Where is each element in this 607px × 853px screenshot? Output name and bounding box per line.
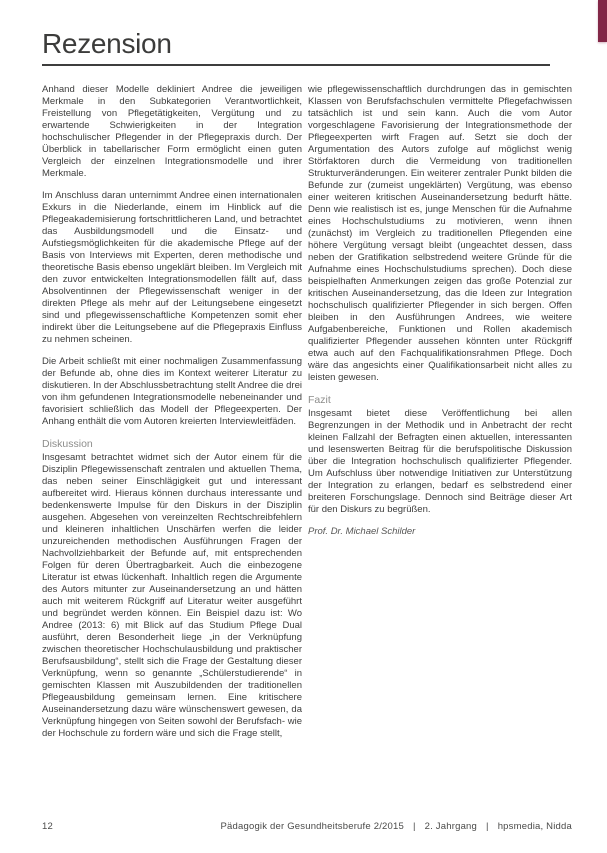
page-number: 12 xyxy=(42,821,53,832)
footer-separator: | xyxy=(412,821,416,832)
journal-title: Pädagogik der Gesundheitsberufe 2/2015 xyxy=(220,821,404,832)
page-title: Rezension xyxy=(42,28,172,59)
footer-separator: | xyxy=(486,821,489,832)
paragraph: Insgesamt betrachtet widmet sich der Autor einem für die Disziplin Pflegewissenschaft zentralen und aktuellen Thema, das neben seiner Einschlägigkeit gut und interessant aufbereitet wird. Hieraus können durchaus interessante und bedenkenswerte Impulse für den Diskurs in der Disziplin ausgehen. Abgesehen von vereinzelten Rechtschreibfehlern und kleineren inhaltlichen Unschärfen werfen die leider unzureichenden methodischen Ausführungen Fragen der Nachvollziehbarkeit der Befunde auf, mit entsprechenden Folgen für deren Übertragbarkeit. Auch die einbezogene Literatur ist etwas lückenhaft. Inhaltlich regen die Argumente des Autors mitunter zur Auseinandersetzung an und hätten auch mit weiterem Rückgriff auf Literatur weiter ausgeführt und begründet werden können. Ein Beispiel dazu ist: Wo Andree (2013: 6) mit Blick auf das Studium Pflege Dual ausführt, deren Besonderheit liege „in der Verknüpfung zwischen theoretischer Hochschulausbildung und praktischer Berufsausbildung“, stellt sich die Frage der Gestaltung dieser Verknüpfung, wenn so genannte „Schülerstudierende“ in gemischten Klassen mit Auszubildenden der traditionellen Pflegeausbildung gemeinsam lernen. Eine kritischere Auseinandersetzung dazu wäre wünschenswert gewesen, da Verknüpfung hingegen von Seiten sowohl der Berufsfach- wie der Hochschule zu fordern wäre und sich die Frage stellt, xyxy=(42,452,302,739)
paragraph: Im Anschluss daran unternimmt Andree einen internationalen Exkurs in die Niederlande, einem im Hinblick auf die Pflegeakademisierung fortschrittlicheren Land, und betrachtet das Ausbildungsmodell und die Einsatz- und Aufstiegsmöglichkeiten für die akademische Pflege auf der Basis von Interviews mit Experten, deren methodische und theoretische Basis ebenso ungeklärt bleiben. Im Vergleich mit den zuvor entwickelten Integrationsmodellen fällt auf, dass Absolventinnen der Pflegewissenschaft weniger in der direkten Pflege als mehr auf der Leitungsebene eingesetzt sind und pflegewissenschaftliche Kompetenzen somit eher indirekt über die Leitungsebene auf die Pflegepraxis Einfluss zu nehmen scheinen. xyxy=(42,190,302,345)
publisher: hpsmedia, Nidda xyxy=(497,821,572,832)
footer-line xyxy=(220,821,572,832)
paragraph: wie pflegewissenschaftlich durchdrungen das in gemischten Klassen von Berufsfachschulen vermittelte Pflegefachwissen tatsächlich ist und sein kann. Auch die vom Autor vorgeschlagene Favorisierung der Integrationsmethode der Pflegeexperten wirft Fragen auf. Setzt sie doch der Argumentation des Autors zufolge auf möglichst wenig Störfaktoren durch die Vermeidung von traditionellen Strukturveränderungen. Ein weiterer zentraler Punkt bilden die Befunde zur (zumeist ungeklärten) Vergütung, was ebenso einer weiteren kritischen Auseinandersetzung bedurft hätte. Denn wie realistisch ist es, junge Menschen für die Aufnahme eines Hochschulstudiums zu motivieren, wenn ihnen (zunächst) im Vergleich zu traditionellen Pflegenden eine höhere Vergütung versagt bleibt (ungeachtet dessen, dass neben der Gratifikation selbstredend weitere Gründe für die Aufnahme eines Hochschulstudiums sprechen). Doch diese beispielhaften Anmerkungen zeigen das große Potenzial zur kritischen Auseinandersetzung, das die Ideen zur Integration hochschulisch qualifizierter Pflegender in sich bergen. Offen bleiben in den Ausführungen Andrees, wie weitere Aufgabenbereiche, Funktionen und Rollen akademisch qualifizierter Pflegender aussehen könnten unter Rückgriff etwa auch auf den Fachqualifikationsrahmen Pflege. Doch wäre das angesichts einer Qualifikationsarbeit nicht alles zu leisten gewesen. xyxy=(308,84,572,383)
section-heading-fazit: Fazit xyxy=(308,394,331,406)
journal-volume: 2. Jahrgang xyxy=(424,821,478,832)
paragraph: Anhand dieser Modelle dekliniert Andree die jeweiligen Merkmale in den Subkategorien Verantwortlichkeit, Freistellung von Pflegetätigkeiten, Vergütung und zu erwartende Schwierigkeiten in der Integration hochschulischer Pflegender in der Pflegepraxis durch. Der Überblick in tabellarischer Form ermöglicht einen guten Vergleich der einzelnen Integrationsmodelle und ihrer Merkmale. xyxy=(42,84,302,179)
section-heading-diskussion: Diskussion xyxy=(42,438,93,450)
title-rule xyxy=(42,64,550,66)
section-color-tab xyxy=(598,0,607,42)
paragraph: Insgesamt bietet diese Veröffentlichung bei allen Begrenzungen in der Methodik und in Anbetracht der recht kleinen Fallzahl der Befragten einen aktuellen, interessanten und lesenswerten Beitrag für die berufspolitische Diskussion über die Integration hochschulisch qualifizierter Pflegender. Um Aufschluss über notwendige Initiativen zur Unterstützung der Integration zu erlangen, bedarf es selbstredend einer breiteren Forschungslage. Dennoch sind Beiträge dieser Art für den Diskurs zu begrüßen. xyxy=(308,408,572,515)
paragraph: Die Arbeit schließt mit einer nochmaligen Zusammenfassung der Befunde ab, ohne dies im Kontext weiterer Literatur zu diskutieren. In der Abschlussbetrachtung stellt Andree die drei von ihm gefundenen Integrationsmodelle nebeneinander und favorisiert schließlich das Modell der Pflegeexperten. Der Anhang enthält die vom Autoren kreierten Interviewleitfäden. xyxy=(42,356,302,427)
page-footer xyxy=(42,821,572,832)
right-column xyxy=(308,84,572,750)
left-column xyxy=(42,84,302,750)
author-signature: Prof. Dr. Michael Schilder xyxy=(308,526,416,537)
article-body xyxy=(42,84,572,750)
